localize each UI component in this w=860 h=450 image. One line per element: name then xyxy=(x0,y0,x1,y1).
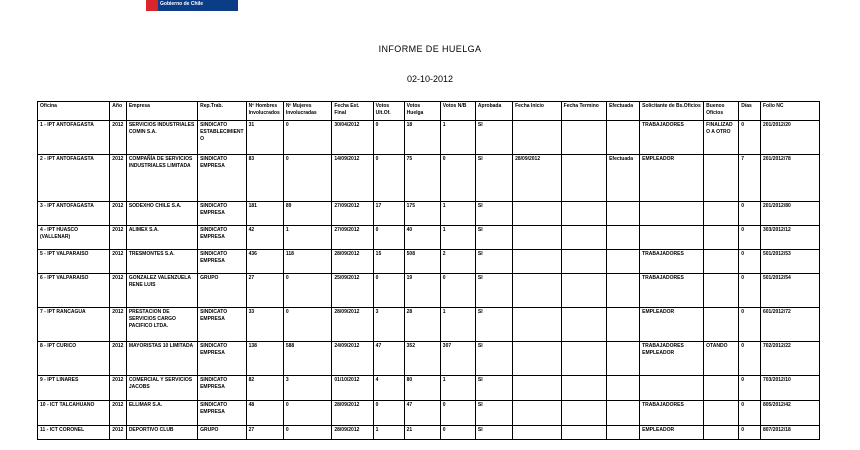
table-cell xyxy=(704,226,739,250)
table-cell: 1 xyxy=(373,426,404,440)
table-cell: 2012 xyxy=(110,226,127,250)
table-cell: SI xyxy=(475,250,512,274)
table-cell: SINDICATO EMPRESA xyxy=(198,376,247,401)
table-cell: 436 xyxy=(246,250,283,274)
table-cell: 0 xyxy=(739,308,761,342)
table-cell: 0 xyxy=(283,274,332,308)
table-cell: 3 xyxy=(283,376,332,401)
table-cell: EMPLEADOR xyxy=(640,426,704,440)
logo-text: Gobierno de Chile xyxy=(160,1,204,7)
table-cell: 2012 xyxy=(110,376,127,401)
column-header: Fecha Est. Final xyxy=(332,102,373,121)
table-cell xyxy=(607,401,640,426)
table-cell xyxy=(513,274,562,308)
table-cell: 501/2012/54 xyxy=(760,274,819,308)
table-cell: ELLIMAR S.A. xyxy=(126,401,197,426)
table-cell xyxy=(561,342,606,376)
table-cell: FINALIZADO A OTRO xyxy=(704,121,739,155)
table-cell: SINDICATO EMPRESA xyxy=(198,342,247,376)
column-header: Año xyxy=(110,102,127,121)
table-cell xyxy=(561,426,606,440)
table-cell: 7 xyxy=(739,155,761,202)
table-cell: 24/09/2012 xyxy=(332,342,373,376)
table-cell xyxy=(607,308,640,342)
table-cell: 2012 xyxy=(110,155,127,202)
table-row xyxy=(38,121,820,155)
table-cell: 2012 xyxy=(110,308,127,342)
table-cell: 0 xyxy=(283,155,332,202)
table-cell: SI xyxy=(475,376,512,401)
column-header: Días xyxy=(739,102,761,121)
table-cell: 01/10/2012 xyxy=(332,376,373,401)
table-row xyxy=(38,274,820,308)
table-cell: ALIMEX S.A. xyxy=(126,226,197,250)
table-cell xyxy=(607,342,640,376)
table-cell: 4 xyxy=(373,376,404,401)
table-cell: 0 xyxy=(739,342,761,376)
table-cell: 33 xyxy=(246,308,283,342)
table-cell: 2012 xyxy=(110,426,127,440)
table-cell: SI xyxy=(475,308,512,342)
table-cell xyxy=(607,121,640,155)
table-row xyxy=(38,376,820,401)
table-cell: SINDICATO EMPRESA xyxy=(198,226,247,250)
table-cell: 82 xyxy=(246,376,283,401)
table-cell: SINDICATO EMPRESA xyxy=(198,250,247,274)
table-cell: 0 xyxy=(283,121,332,155)
table-cell: 28/09/2012 xyxy=(332,250,373,274)
table-cell xyxy=(513,202,562,226)
table-cell xyxy=(561,376,606,401)
logo-flag-block xyxy=(146,0,158,11)
table-cell xyxy=(704,401,739,426)
table-cell: SI xyxy=(475,121,512,155)
table-cell: 2 - IPT ANTOFAGASTA xyxy=(38,155,110,202)
table-cell xyxy=(561,121,606,155)
table-cell: 7 - IPT RANCAGUA xyxy=(38,308,110,342)
table-cell xyxy=(704,202,739,226)
table-cell: SI xyxy=(475,226,512,250)
table-cell: COMPAÑÍA DE SERVICIOS INDUSTRIALES LIMITADA xyxy=(126,155,197,202)
table-cell: 1 xyxy=(440,202,475,226)
table-cell: 588 xyxy=(283,342,332,376)
table-cell: 805/2012/42 xyxy=(760,401,819,426)
table-cell: 138 xyxy=(246,342,283,376)
table-body xyxy=(38,121,820,440)
column-header: Votos N/B xyxy=(440,102,475,121)
table-cell xyxy=(704,155,739,202)
table-cell: 0 xyxy=(739,121,761,155)
table-cell: 201/2012/80 xyxy=(760,202,819,226)
strike-report-table xyxy=(37,101,820,440)
table-cell: 31 xyxy=(246,121,283,155)
table-cell xyxy=(704,274,739,308)
column-header: Fecha Inicio xyxy=(513,102,562,121)
table-cell: EMPLEADOR xyxy=(640,308,704,342)
table-row xyxy=(38,155,820,202)
table-cell xyxy=(561,226,606,250)
table-header-row xyxy=(38,102,820,121)
table-cell: 2012 xyxy=(110,250,127,274)
table-cell xyxy=(513,226,562,250)
table-row xyxy=(38,342,820,376)
table-cell: 118 xyxy=(283,250,332,274)
table-cell: 307 xyxy=(440,342,475,376)
table-cell: SI xyxy=(475,401,512,426)
table-cell: 28 xyxy=(404,308,440,342)
table-cell xyxy=(513,250,562,274)
table-row xyxy=(38,202,820,226)
table-cell: SINDICATO EMPRESA xyxy=(198,202,247,226)
column-header: Empresa xyxy=(126,102,197,121)
table-cell: 28/09/2012 xyxy=(332,401,373,426)
table-cell: TRESMONTES S.A. xyxy=(126,250,197,274)
table-cell: 17 xyxy=(373,202,404,226)
table-cell: 27 xyxy=(246,274,283,308)
table-row xyxy=(38,226,820,250)
table-cell xyxy=(704,250,739,274)
table-cell: 352 xyxy=(404,342,440,376)
table-cell xyxy=(561,308,606,342)
column-header: Votos Ult.Of. xyxy=(373,102,404,121)
table-cell: SI xyxy=(475,426,512,440)
table-cell xyxy=(561,155,606,202)
table-cell: 27 xyxy=(246,426,283,440)
column-header: Folio NC xyxy=(760,102,819,121)
table-cell: 0 xyxy=(283,401,332,426)
table-cell xyxy=(513,426,562,440)
table-cell xyxy=(561,202,606,226)
table-cell: 3 xyxy=(373,308,404,342)
table-cell: SINDICATO EMPRESA xyxy=(198,155,247,202)
table-cell: 28/09/2012 xyxy=(332,426,373,440)
table-cell: 0 xyxy=(373,155,404,202)
table-cell xyxy=(513,376,562,401)
table-cell: 501/2012/53 xyxy=(760,250,819,274)
table-cell: 0 xyxy=(440,426,475,440)
table-cell: SODEXHO CHILE S.A. xyxy=(126,202,197,226)
table-cell: 42 xyxy=(246,226,283,250)
table-cell: 27/09/2012 xyxy=(332,202,373,226)
table-cell xyxy=(704,376,739,401)
table-cell: 19 xyxy=(404,274,440,308)
table-cell: 89 xyxy=(283,202,332,226)
table-cell: 601/2012/72 xyxy=(760,308,819,342)
column-header: Rep.Trab. xyxy=(198,102,247,121)
table-cell: 1 xyxy=(440,308,475,342)
table-cell: 21 xyxy=(404,426,440,440)
table-cell: 47 xyxy=(373,342,404,376)
table-cell: SI xyxy=(475,202,512,226)
table-cell: 303/2012/12 xyxy=(760,226,819,250)
table-cell xyxy=(513,308,562,342)
table-cell xyxy=(607,250,640,274)
table-cell: 14/09/2012 xyxy=(332,155,373,202)
table-cell xyxy=(561,250,606,274)
column-header: Votos Huelga xyxy=(404,102,440,121)
table-cell: 2012 xyxy=(110,274,127,308)
table-cell xyxy=(704,426,739,440)
table-cell: COMERCIAL Y SERVICIOS JACOBS xyxy=(126,376,197,401)
table-cell: TRABAJADORES xyxy=(640,250,704,274)
table-cell: 2012 xyxy=(110,401,127,426)
table-row xyxy=(38,426,820,440)
table-row xyxy=(38,250,820,274)
table-cell xyxy=(513,342,562,376)
table-cell: 9 - IPT LINARES xyxy=(38,376,110,401)
table-cell: 2012 xyxy=(110,342,127,376)
column-header: Oficina xyxy=(38,102,110,121)
table-cell: 0 xyxy=(283,308,332,342)
table-cell: 175 xyxy=(404,202,440,226)
table-cell xyxy=(640,226,704,250)
table-cell: 28/09/2012 xyxy=(332,308,373,342)
table-cell: MAYORISTAS 10 LIMITADA xyxy=(126,342,197,376)
table-cell: 1 xyxy=(440,226,475,250)
table-cell: 181 xyxy=(246,202,283,226)
table-cell: 83 xyxy=(246,155,283,202)
table-cell: 703/2012/10 xyxy=(760,376,819,401)
table-cell: 2012 xyxy=(110,121,127,155)
table-cell xyxy=(607,202,640,226)
table-cell: 0 xyxy=(283,426,332,440)
table-cell: SINDICATO EMPRESA xyxy=(198,401,247,426)
table-cell xyxy=(513,121,562,155)
table-cell: 8 - IPT CURICO xyxy=(38,342,110,376)
table-cell: SI xyxy=(475,155,512,202)
table-cell: 0 xyxy=(373,274,404,308)
table-cell: 702/2012/22 xyxy=(760,342,819,376)
column-header: Nº Mujeres Involucradas xyxy=(283,102,332,121)
table-cell: 201/2012/78 xyxy=(760,155,819,202)
table-cell: 11 - ICT CORONEL xyxy=(38,426,110,440)
table-cell xyxy=(561,401,606,426)
table-cell: 0 xyxy=(440,274,475,308)
table-cell: 807/2012/18 xyxy=(760,426,819,440)
table-cell: 80 xyxy=(404,376,440,401)
table-cell: 0 xyxy=(739,401,761,426)
table-row xyxy=(38,308,820,342)
table-cell: 0 xyxy=(440,155,475,202)
table-cell: 28/09/2012 xyxy=(513,155,562,202)
table-cell: 4 - IPT HUASCO (VALLENAR) xyxy=(38,226,110,250)
table-cell: SI xyxy=(475,274,512,308)
report-title: INFORME DE HUELGA xyxy=(378,44,482,54)
table-cell: 15 xyxy=(373,250,404,274)
table-cell: 0 xyxy=(373,226,404,250)
table-cell: 508 xyxy=(404,250,440,274)
table-cell xyxy=(607,274,640,308)
column-header: Efectuada xyxy=(607,102,640,121)
table-cell: 1 xyxy=(440,376,475,401)
table-cell: TRABAJADORES xyxy=(640,274,704,308)
table-cell: TRABAJADORES EMPLEADOR xyxy=(640,342,704,376)
table-cell: SINDICATO ESTABLECIMIENTO xyxy=(198,121,247,155)
column-header: Aprobada xyxy=(475,102,512,121)
table-cell: 1 - IPT ANTOFAGASTA xyxy=(38,121,110,155)
table-cell xyxy=(607,376,640,401)
table-cell: TRABAJADORES xyxy=(640,121,704,155)
table-cell: 25/09/2012 xyxy=(332,274,373,308)
table-cell xyxy=(704,308,739,342)
table-row xyxy=(38,401,820,426)
table-cell: 0 xyxy=(739,426,761,440)
table-cell: 0 xyxy=(440,401,475,426)
table-cell: EMPLEADOR xyxy=(640,155,704,202)
table-cell: 10 - ICT TALCAHUANO xyxy=(38,401,110,426)
table-cell: 0 xyxy=(739,202,761,226)
table-cell: 1 xyxy=(283,226,332,250)
table-cell: SERVICIOS INDUSTRIALES COMIN S.A. xyxy=(126,121,197,155)
table-cell: 0 xyxy=(373,401,404,426)
table-cell xyxy=(607,226,640,250)
column-header: Buenos Oficios xyxy=(704,102,739,121)
table-cell: SI xyxy=(475,342,512,376)
table-cell: 75 xyxy=(404,155,440,202)
table-cell: 0 xyxy=(739,226,761,250)
table-cell: 48 xyxy=(246,401,283,426)
table-cell xyxy=(640,376,704,401)
table-cell: GRUPO xyxy=(198,274,247,308)
table-cell: 6 - IPT VALPARAISO xyxy=(38,274,110,308)
table-cell: 2012 xyxy=(110,202,127,226)
table-cell: TRABAJADORES xyxy=(640,401,704,426)
table-cell: OTANDO xyxy=(704,342,739,376)
table-cell: 1 xyxy=(440,121,475,155)
table-cell: 40 xyxy=(404,226,440,250)
table-cell: 5 - IPT VALPARAISO xyxy=(38,250,110,274)
table-cell: 2 xyxy=(440,250,475,274)
table-cell: GONZALEZ VALENZUELA RENE LUIS xyxy=(126,274,197,308)
table-cell: 18 xyxy=(404,121,440,155)
column-header: Fecha Termino xyxy=(561,102,606,121)
table-cell: 201/2012/20 xyxy=(760,121,819,155)
table-cell xyxy=(640,202,704,226)
table-cell: 47 xyxy=(404,401,440,426)
table-cell xyxy=(561,274,606,308)
column-header: Solicitante de Bs.Oficios xyxy=(640,102,704,121)
table-cell: 0 xyxy=(373,121,404,155)
table-cell: Efectuada xyxy=(607,155,640,202)
column-header: Nº Hombres Involucrados xyxy=(246,102,283,121)
table-cell: 0 xyxy=(739,274,761,308)
gobierno-logo xyxy=(146,0,238,11)
table-cell: 27/09/2012 xyxy=(332,226,373,250)
table-cell: PRESTACION DE SERVICIOS CARGO PACIFICO LTDA. xyxy=(126,308,197,342)
report-date: 02-10-2012 xyxy=(406,74,454,84)
table-cell: GRUPO xyxy=(198,426,247,440)
table-cell: DEPORTIVO CLUB xyxy=(126,426,197,440)
table-cell: 0 xyxy=(739,250,761,274)
table-cell: 30/04/2012 xyxy=(332,121,373,155)
table-cell: 3 - IPT ANTOFAGASTA xyxy=(38,202,110,226)
table-cell xyxy=(607,426,640,440)
table-cell: SINDICATO EMPRESA xyxy=(198,308,247,342)
table-cell xyxy=(513,401,562,426)
table-cell: 0 xyxy=(739,376,761,401)
